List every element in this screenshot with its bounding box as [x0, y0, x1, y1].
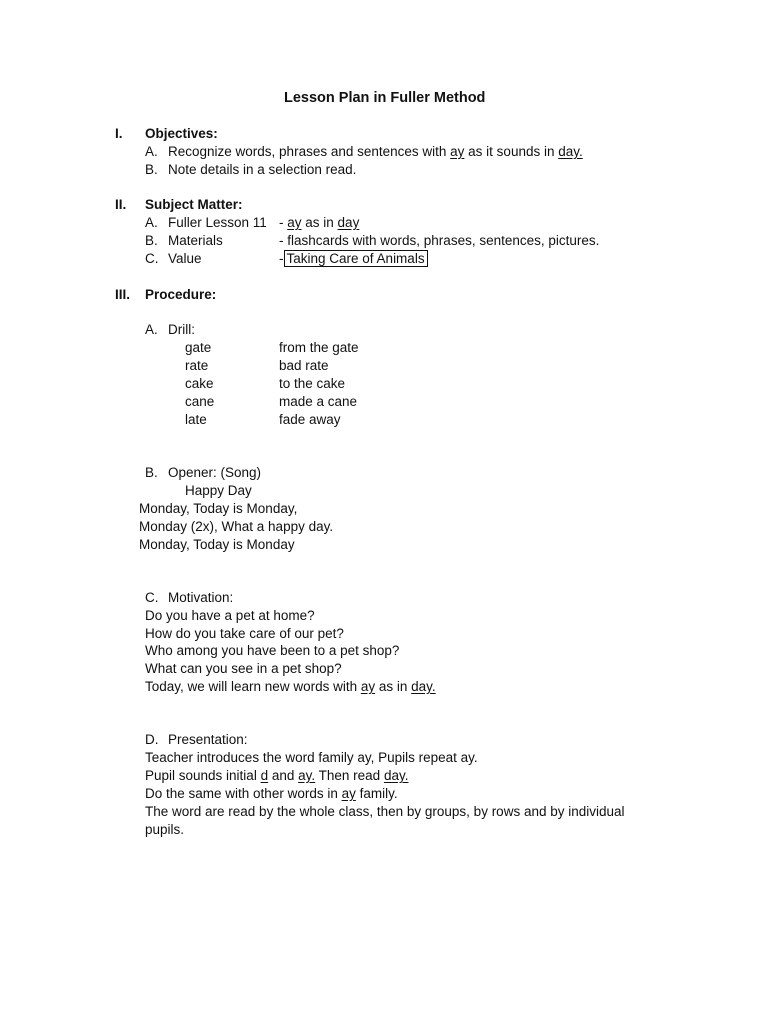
page-title: Lesson Plan in Fuller Method: [284, 90, 486, 106]
motivation-line: What can you see in a pet shop?: [145, 661, 342, 676]
drill-word: cane: [185, 394, 215, 409]
motivation-line: Who among you have been to a pet shop?: [145, 643, 400, 658]
drill-word: gate: [185, 340, 212, 355]
subject-b-letter: B.: [145, 233, 158, 248]
presentation-letter: D.: [145, 732, 159, 747]
opener-letter: B.: [145, 465, 158, 480]
subject-a-letter: A.: [145, 215, 158, 230]
motivation-letter: C.: [145, 590, 159, 605]
motivation-line: Do you have a pet at home?: [145, 608, 315, 623]
value-box: Taking Care of Animals: [284, 250, 428, 267]
motivation-line: Today, we will learn new words with ay as in day.: [145, 679, 436, 694]
section-2-heading: Subject Matter:: [145, 197, 243, 212]
song-line: Monday (2x), What a happy day.: [139, 519, 334, 534]
song-title: Happy Day: [185, 483, 252, 498]
song-line: Monday, Today is Monday,: [139, 501, 298, 516]
presentation-line: Teacher introduces the word family ay, Pupils repeat ay.: [145, 750, 478, 765]
subject-c-value: - Taking Care of Animals: [279, 250, 428, 268]
subject-c-letter: C.: [145, 251, 159, 266]
song-line: Monday, Today is Monday: [139, 537, 295, 552]
subject-b-value: - flashcards with words, phrases, sentences, pictures.: [279, 233, 600, 248]
subject-c-label: Value: [168, 251, 202, 266]
section-2-number: II.: [115, 197, 127, 212]
motivation-line: How do you take care of our pet?: [145, 626, 344, 641]
section-1-heading: Objectives:: [145, 126, 218, 141]
section-3-number: III.: [115, 287, 131, 302]
drill-heading: Drill:: [168, 322, 195, 337]
objective-b-text: Note details in a selection read.: [168, 162, 357, 177]
drill-phrase: made a cane: [279, 394, 358, 409]
drill-word: late: [185, 412, 207, 427]
drill-phrase: bad rate: [279, 358, 329, 373]
presentation-line: Do the same with other words in ay family.: [145, 786, 398, 801]
subject-a-label: Fuller Lesson 11: [168, 215, 267, 230]
drill-phrase: fade away: [279, 412, 341, 427]
drill-word: cake: [185, 376, 214, 391]
motivation-heading: Motivation:: [168, 590, 234, 605]
presentation-heading: Presentation:: [168, 732, 248, 747]
drill-word: rate: [185, 358, 209, 373]
presentation-line: pupils.: [145, 822, 185, 837]
objective-a-letter: A.: [145, 144, 158, 159]
subject-a-value: - ay as in day: [279, 215, 360, 230]
opener-heading: Opener: (Song): [168, 465, 262, 480]
presentation-line: The word are read by the whole class, then by groups, by rows and by individual: [145, 804, 625, 819]
drill-phrase: to the cake: [279, 376, 346, 391]
drill-letter: A.: [145, 322, 158, 337]
objective-a-text: Recognize words, phrases and sentences with ay as it sounds in day.: [168, 144, 583, 159]
objective-b-letter: B.: [145, 162, 158, 177]
section-1-number: I.: [115, 126, 123, 141]
presentation-line: Pupil sounds initial d and ay. Then read day.: [145, 768, 409, 783]
subject-b-label: Materials: [168, 233, 223, 248]
section-3-heading: Procedure:: [145, 287, 217, 302]
drill-phrase: from the gate: [279, 340, 359, 355]
